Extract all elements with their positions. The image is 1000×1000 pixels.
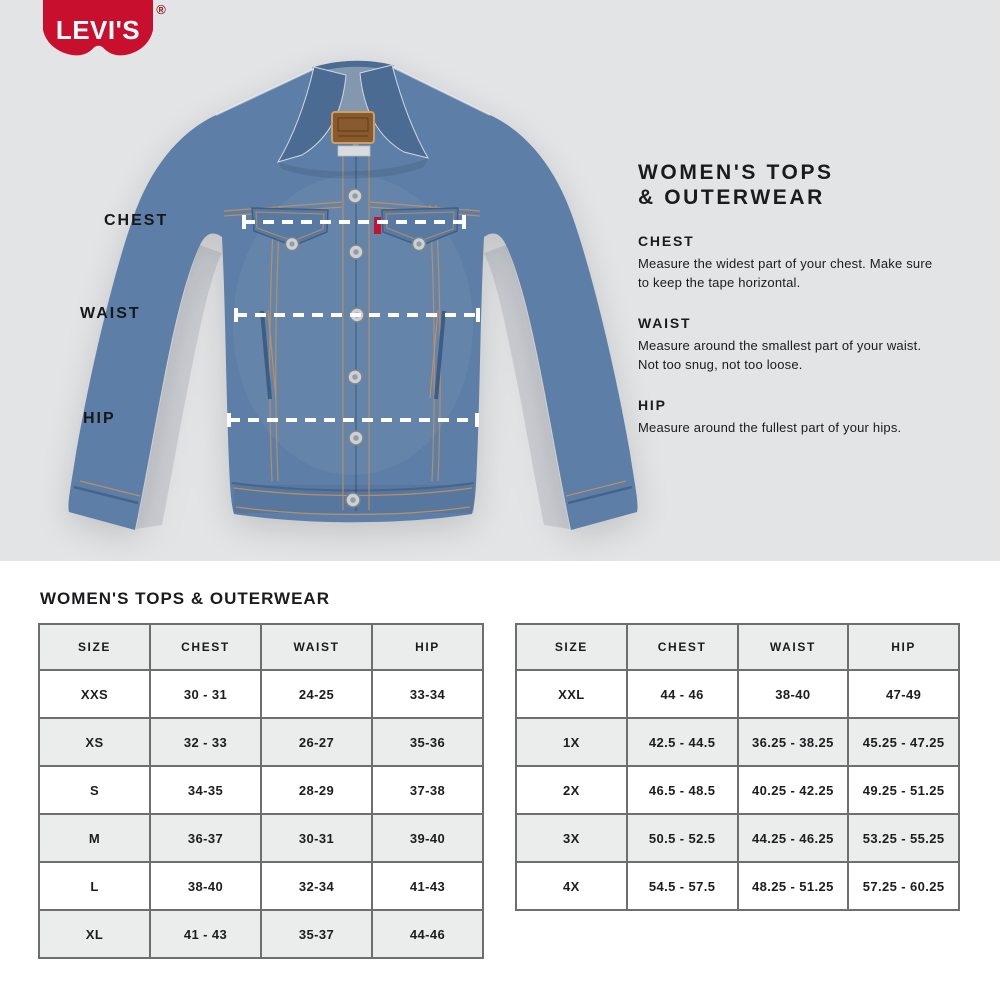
measurement-cell: 48.25 - 51.25 [738,862,849,910]
levis-logo [42,0,170,62]
measurement-cell: 35-36 [372,718,483,766]
chest-measure-line [244,220,464,224]
measurement-cell: 47-49 [848,670,959,718]
jacket-illustration [68,61,637,530]
measurement-cell: 33-34 [372,670,483,718]
measurement-cell: 50.5 - 52.5 [627,814,738,862]
measurement-cell: 41-43 [372,862,483,910]
size-label-cell: S [39,766,150,814]
leather-patch [332,112,374,143]
size-label-cell: XS [39,718,150,766]
measurement-cell: 45.25 - 47.25 [848,718,959,766]
care-label [338,146,370,156]
guide-section-chest [638,233,950,292]
table-row [39,814,483,862]
header-row [39,624,483,670]
hip-measure-line [229,418,477,422]
column-header: SIZE [39,624,150,670]
measurement-cell: 32 - 33 [150,718,261,766]
column-header: WAIST [738,624,849,670]
table-row [39,670,483,718]
size-label-cell: 3X [516,814,627,862]
measurement-cell: 53.25 - 55.25 [848,814,959,862]
measurement-cell: 26-27 [261,718,372,766]
guide-title [638,160,950,210]
size-tables-section [0,561,1000,1000]
waist-measure-line [236,313,478,317]
header-row [516,624,959,670]
measurement-cell: 44-46 [372,910,483,958]
denim-jacket-image [40,55,640,545]
table-row [39,766,483,814]
table-row [516,814,959,862]
guide-title-line2: & OUTERWEAR [638,186,825,210]
measurement-cell: 41 - 43 [150,910,261,958]
logo-wordmark: LEVI'S [55,15,141,45]
table-row [516,862,959,910]
waist-measure-label: WAIST [80,305,141,322]
guide-body: Measure the widest part of your chest. Make sure to keep the tape horizontal. [638,256,933,290]
size-label-cell: XXS [39,670,150,718]
measurement-cell: 38-40 [150,862,261,910]
table-row [39,862,483,910]
measurement-cell: 54.5 - 57.5 [627,862,738,910]
guide-body: Measure around the smallest part of your waist. Not too snug, not too loose. [638,338,922,372]
column-header: CHEST [627,624,738,670]
measurement-cell: 40.25 - 42.25 [738,766,849,814]
measurement-cell: 36-37 [150,814,261,862]
table-row [516,766,959,814]
size-label-cell: XXL [516,670,627,718]
size-label-cell: M [39,814,150,862]
guide-section-waist [638,315,950,374]
measurement-cell: 35-37 [261,910,372,958]
measure-guide [638,160,950,438]
measurement-cell: 30 - 31 [150,670,261,718]
size-table-standard [38,623,484,959]
measurement-cell: 30-31 [261,814,372,862]
measurement-cell: 44.25 - 46.25 [738,814,849,862]
measurement-cell: 57.25 - 60.25 [848,862,959,910]
column-header: CHEST [150,624,261,670]
table-row [516,718,959,766]
column-header: SIZE [516,624,627,670]
measurement-cell: 34-35 [150,766,261,814]
column-header: HIP [372,624,483,670]
measurement-cell: 37-38 [372,766,483,814]
measurement-cell: 24-25 [261,670,372,718]
measurement-cell: 39-40 [372,814,483,862]
size-label-cell: XL [39,910,150,958]
measurement-cell: 44 - 46 [627,670,738,718]
size-label-cell: 2X [516,766,627,814]
column-header: HIP [848,624,959,670]
size-table-plus [515,623,960,911]
guide-heading: HIP [638,397,667,414]
table-row [39,718,483,766]
measurement-cell: 38-40 [738,670,849,718]
guide-heading: CHEST [638,233,695,250]
measurement-cell: 49.25 - 51.25 [848,766,959,814]
size-label-cell: 1X [516,718,627,766]
guide-section-hip [638,397,950,437]
chest-measure-label: CHEST [104,212,169,229]
table-row [39,910,483,958]
measurement-cell: 28-29 [261,766,372,814]
table-row [516,670,959,718]
size-label-cell: 4X [516,862,627,910]
size-section-title: WOMEN'S TOPS & OUTERWEAR [40,589,330,608]
hip-measure-label: HIP [83,410,116,427]
size-label-cell: L [39,862,150,910]
guide-heading: WAIST [638,315,692,332]
guide-title-line1: WOMEN'S TOPS [638,161,834,184]
measurement-cell: 42.5 - 44.5 [627,718,738,766]
measurement-cell: 36.25 - 38.25 [738,718,849,766]
column-header: WAIST [261,624,372,670]
measurement-cell: 46.5 - 48.5 [627,766,738,814]
guide-body: Measure around the fullest part of your hips. [638,420,902,436]
measurement-cell: 32-34 [261,862,372,910]
registered-trademark-icon: ® [156,2,166,17]
